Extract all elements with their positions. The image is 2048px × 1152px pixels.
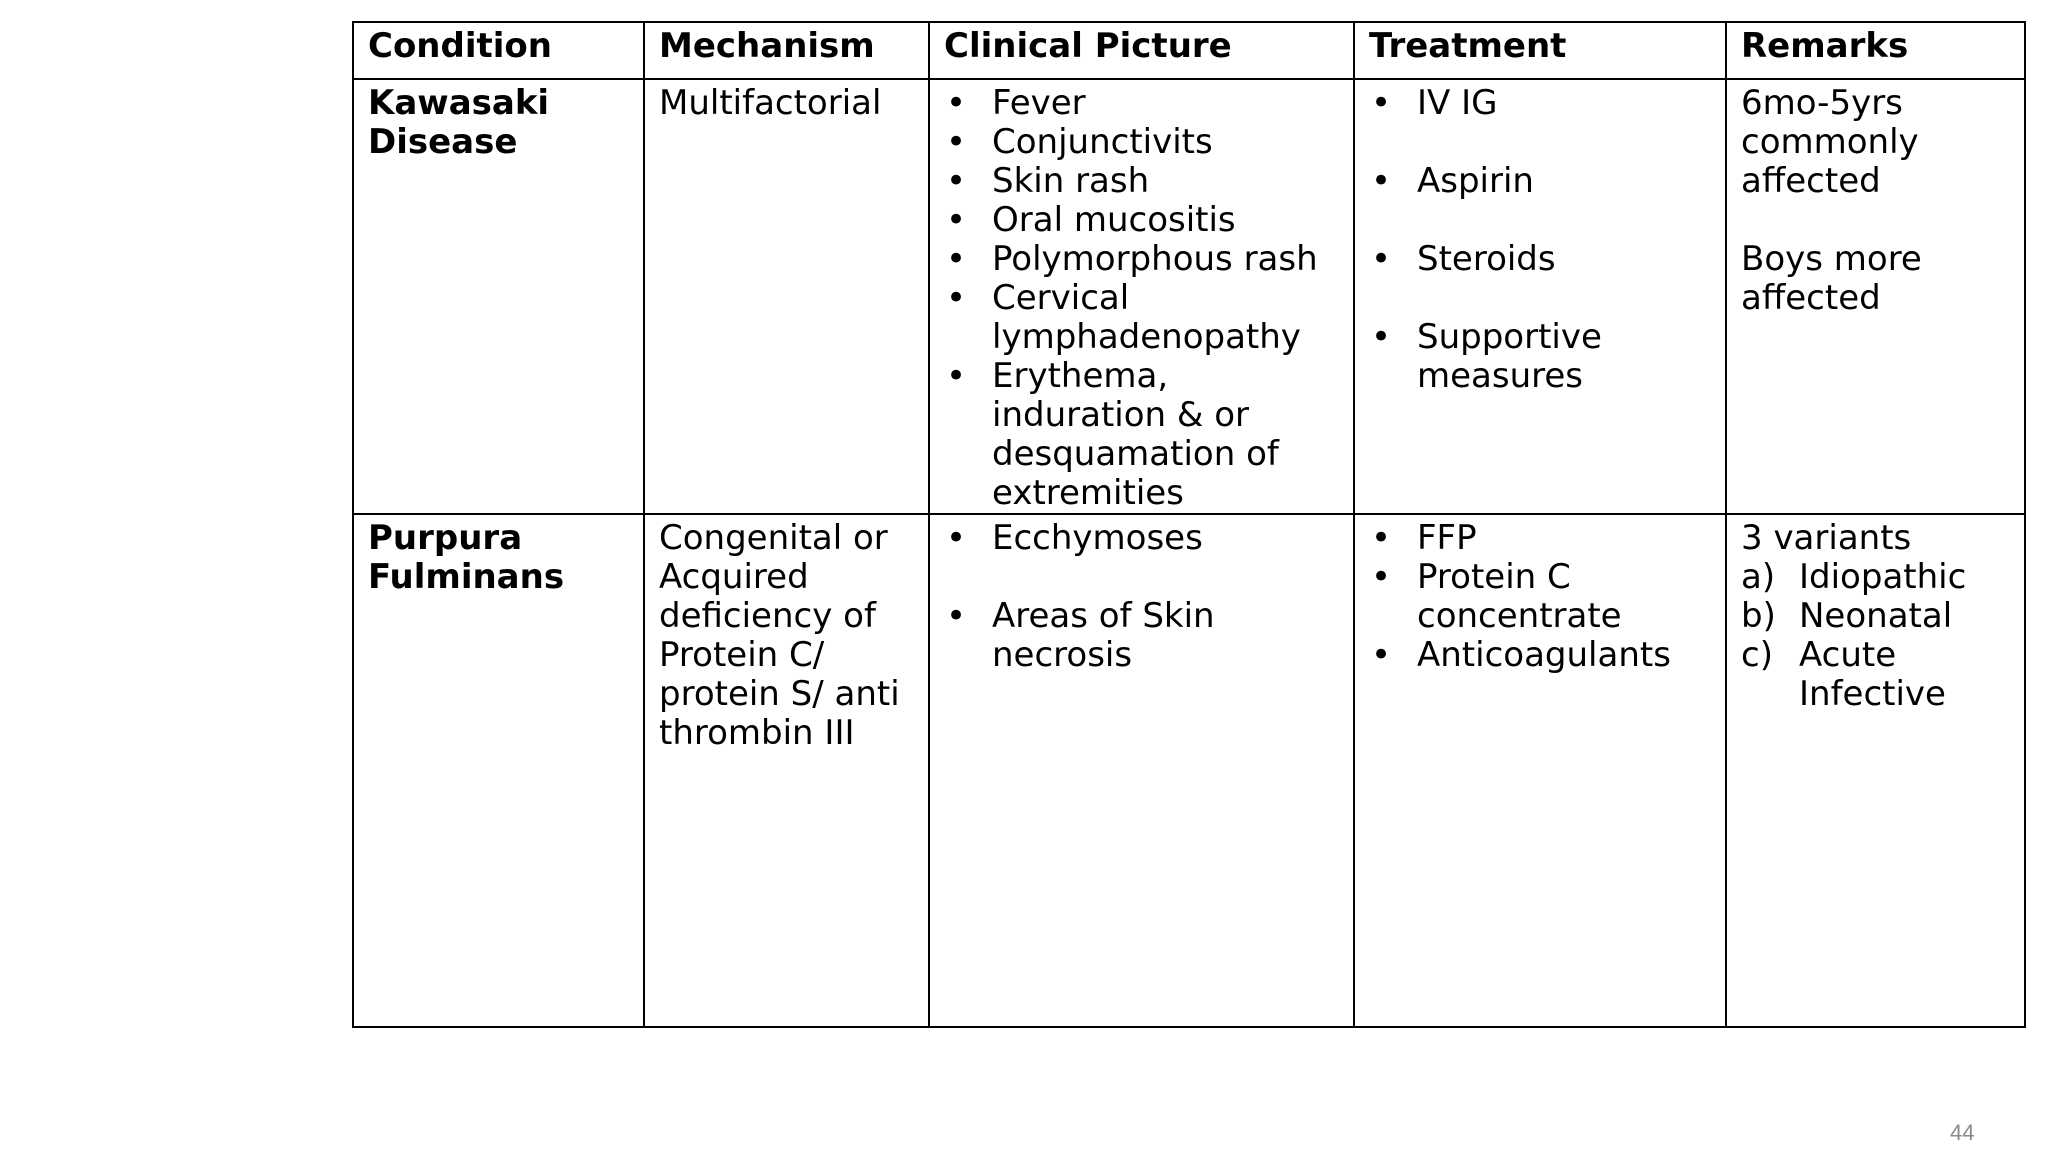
header-condition: Condition [353, 22, 644, 79]
condition-name: Purpura Fulminans [368, 518, 565, 597]
list-item: • Protein C concentrate [1369, 558, 1711, 636]
cell-condition [353, 514, 644, 1027]
cell-remarks [1726, 79, 2025, 514]
clinical-list [944, 84, 1339, 513]
variants-list [1741, 558, 2010, 714]
list-item: • Anticoagulants [1369, 636, 1711, 675]
cell-mechanism [644, 79, 929, 514]
table-header-row [353, 22, 2025, 79]
cell-remarks [1726, 514, 2025, 1027]
list-item: • FFP [1369, 519, 1711, 558]
variant-text: Acute Infective [1799, 635, 1946, 714]
cell-condition [353, 79, 644, 514]
clinical-list [944, 519, 1339, 675]
clinical-conditions-table [352, 21, 2026, 1028]
cell-treatment [1354, 514, 1726, 1027]
list-item: • Conjunctivits [944, 123, 1339, 162]
list-item: • Cervical lymphadenopathy [944, 279, 1339, 357]
list-item [1741, 597, 2010, 636]
list-item: • Supportive measures [1369, 318, 1711, 396]
remark-text: Boys more affected [1741, 239, 1922, 318]
list-item: • Fever [944, 84, 1339, 123]
list-item: • Steroids [1369, 240, 1711, 279]
list-item: • Areas of Skin necrosis [944, 597, 1339, 675]
list-item: • IV IG [1369, 84, 1711, 123]
table-row-kawasaki [353, 79, 2025, 514]
cell-mechanism [644, 514, 929, 1027]
list-item [1741, 636, 2010, 714]
list-item: • Oral mucositis [944, 201, 1339, 240]
list-marker: a) [1741, 557, 1776, 597]
list-item: • Skin rash [944, 162, 1339, 201]
cell-clinical-picture [929, 514, 1354, 1027]
list-item: • Ecchymoses [944, 519, 1339, 558]
variant-text: Idiopathic [1799, 557, 1967, 597]
variant-text: Neonatal [1799, 596, 1953, 636]
remark-intro: 3 variants [1741, 518, 1912, 558]
list-item: • Polymorphous rash [944, 240, 1339, 279]
treatment-list [1369, 519, 1711, 675]
cell-clinical-picture [929, 79, 1354, 514]
header-mechanism: Mechanism [644, 22, 929, 79]
header-treatment: Treatment [1354, 22, 1726, 79]
list-item: • Aspirin [1369, 162, 1711, 201]
list-marker: c) [1741, 635, 1773, 675]
cell-treatment [1354, 79, 1726, 514]
list-marker: b) [1741, 596, 1776, 636]
remark-text: 6mo-5yrs commonly affected [1741, 83, 1919, 201]
condition-name: Kawasaki Disease [368, 83, 550, 162]
header-clinical-picture: Clinical Picture [929, 22, 1354, 79]
table-row-purpura [353, 514, 2025, 1027]
list-item: • Erythema, induration & or desquamation of extremities [944, 357, 1339, 513]
page-number: 44 [1950, 1120, 1975, 1145]
treatment-list [1369, 84, 1711, 396]
header-remarks: Remarks [1726, 22, 2025, 79]
mechanism-text: Congenital or Acquired deficiency of Protein C/ protein S/ anti thrombin III [659, 518, 900, 753]
mechanism-text: Multifactorial [659, 83, 882, 123]
list-item [1741, 558, 2010, 597]
